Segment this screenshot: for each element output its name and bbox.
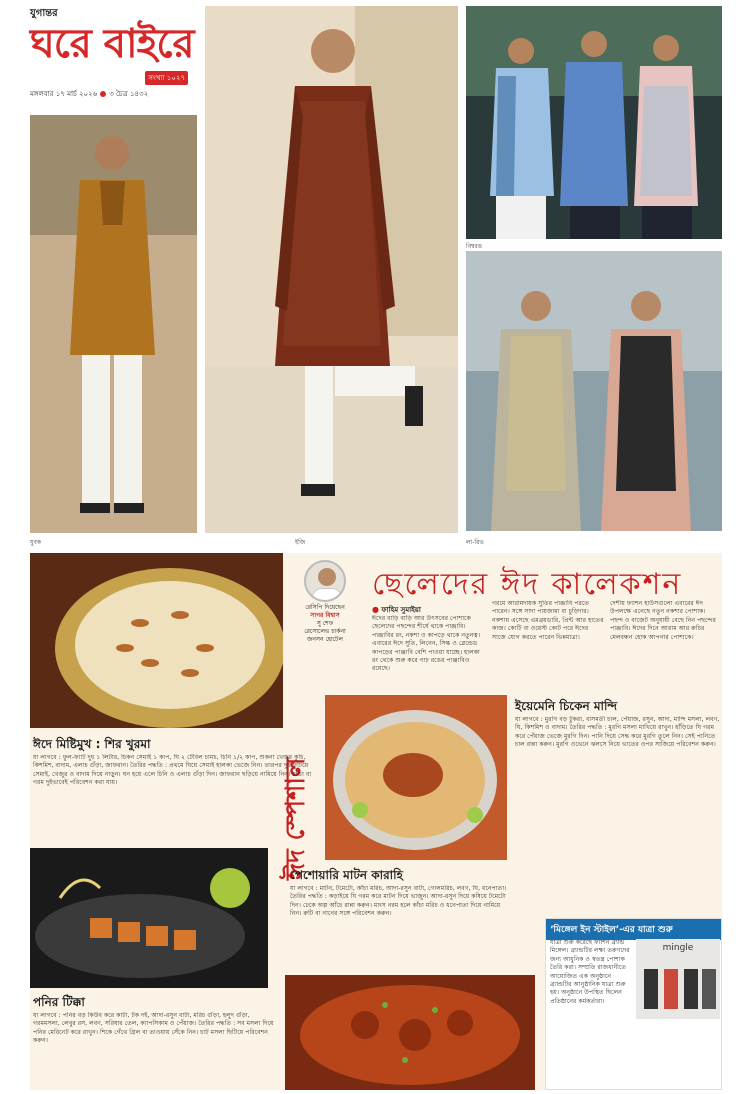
tikka-title: পনির টিক্কা <box>33 995 85 1009</box>
photo-mutton-karahi <box>285 975 535 1090</box>
news-photo <box>636 939 720 1019</box>
photo-mandi <box>325 695 507 860</box>
vertical-title: ঈদ স্পেশাল <box>281 757 311 880</box>
byline-name: ফাহিম সুমাইয়া <box>381 606 421 614</box>
caption-1: যুবক <box>30 539 41 546</box>
photo-two-men-vests <box>466 251 722 531</box>
news-box <box>545 918 722 1090</box>
photo-paneer-tikka <box>30 848 268 988</box>
mandi-text: যা লাগবে : মুরগি বড় টুকরা, বাসমতী চাল, পেঁয়াজ, রসুন, আদা, মান্দি মসলা, লবণ, ঘি, কিশমিশ ও বাদাম। তৈরির পদ্ধতি : মুরগি মসলা মাখিয়ে রাখুন। হাঁড়িতে ঘি গরম করে পেঁয়াজ ভেজে মুরগি দিন। পানি দিয়ে সেদ্ধ করে মুরগি তুলে নিন। সেই পানিতে চাল রান্না করুন। মুরগি ওভেনে ঝলসে নিয়ে ভাতের ওপর সাজিয়ে পরিবেশন করুন। <box>515 716 720 749</box>
fashion-col-3: দেশীয় ফ্যাশন হাউসগুলো এবারের ঈদ উপলক্ষে এনেছে নতুন নকশার পোশাক। পছন্দ ও বাজেট অনুযায়ী বেছে নিন পছন্দের পাঞ্জাবি। ঈদের দিনে আরাম আর রুচির মেলবন্ধন হোক আপনার পোশাকে। <box>610 600 716 641</box>
news-text: যাত্রা শুরু করেছে ফ্যাশন ব্র্যান্ড মিঙ্গেল। ব্র্যান্ডটির লক্ষ্য তরুণদের জন্য আধুনিক ও স্বতন্ত্র পোশাক তৈরি করা। সম্প্রতি রাজধানীতে আয়োজিত এক অনুষ্ঠানে ব্র্যান্ডটির আনুষ্ঠানিক যাত্রা শুরু হয়। অনুষ্ঠানে উপস্থিত ছিলেন প্রতিষ্ঠানের কর্মকর্তারা। <box>550 939 630 1005</box>
mandi-title: ইয়েমেনি চিকেন মান্দি <box>515 699 618 713</box>
fashion-title: ছেলেদের ঈদ কালেকশন <box>372 567 683 602</box>
news-title: ‘মিঙ্গেল ইন স্টাইল’-এর যাত্রা শুরু <box>546 919 721 940</box>
date-english: মঙ্গলবার ১৭ মার্চ ২০২৬ <box>30 90 98 98</box>
chef-name: সাগর বিশ্বাস <box>310 612 340 619</box>
issue-badge: সংখ্যা ১০২৭ <box>145 71 188 85</box>
fashion-byline: ● ফাহিম সুমাইয়া <box>372 605 421 614</box>
masthead <box>30 6 200 86</box>
photo-brown-panjabi <box>30 115 197 533</box>
caption-2: ইজি <box>295 539 306 546</box>
chef-avatar <box>304 560 346 602</box>
karahi-title: পেশোয়ারি মাটন কারাহি <box>290 868 403 882</box>
photo-maroon-panjabi <box>205 6 458 533</box>
shir-title: ঈদে মিষ্টিমুখ : শির খুরমা <box>33 737 151 751</box>
fashion-col-1: ঈদের বাড়ি বাড়ি আর উৎসবের পোশাকে ছেলেদের পছন্দের শীর্ষে থাকে পাঞ্জাবি। পাঞ্জাবির রং, নকশা ও কাপড়ে থাকে নতুনত্ব। এবারের ঈদে সুতি, লিনেন, সিল্ক ও ব্লেন্ডেড কাপড়ের পাঞ্জাবি বেশি পাওয়া যাচ্ছে। হালকা রং থেকে শুরু করে গাঢ় রঙের পাঞ্জাবিও রয়েছে। <box>372 615 481 673</box>
masthead-title: ঘরে বাইরে <box>30 20 194 67</box>
masthead-pre: যুগান্তর <box>30 8 58 19</box>
tikka-text: যা লাগবে : পনির বড় কিউব করে কাটা, টক দই, আদা-রসুন বাটা, মরিচ গুঁড়া, হলুদ গুঁড়া, গরমমসলা, লেবুর রস, লবণ, সরিষার তেল, ক্যাপসিকাম ও পেঁয়াজ। তৈরির পদ্ধতি : সব মসলা দিয়ে পনির মেরিনেট করে রাখুন। শিকে গেঁথে গ্রিল বা তাওয়ায় সেঁকে নিন। চাট মসলা ছিটিয়ে পরিবেশন করুন। <box>33 1012 274 1045</box>
chef-box <box>290 560 360 645</box>
date-bangla: ৩ চৈত্র ১৪৩২ <box>109 90 149 98</box>
date-separator-icon <box>100 91 106 97</box>
photo-three-men <box>466 6 722 239</box>
fashion-col-2: গরমে আরামদায়ক সুতির পাঞ্জাবি পরতে পারেন। সঙ্গে সাদা পায়জামা বা চুড়িদার। নকশায় এসেছে এমব্রয়ডারি, প্রিন্ট আর হাতের কাজ। কোটি বা ওয়েস্ট কোট পরে ঈদের সাজে যোগ করতে পারেন ভিন্নমাত্রা। <box>492 600 604 641</box>
chef-line3: রেসোলেভ চার্কনা <box>304 628 346 635</box>
caption-3: বিশ্বরঙ <box>466 243 483 250</box>
karahi-text: যা লাগবে : মাটন, টমেটো, কাঁচা মরিচ, আদা-রসুন বাটা, গোলমরিচ, লবণ, ঘি, ধনেপাতা। তৈরির পদ্ধতি : কড়াইয়ে ঘি গরম করে মাটন দিয়ে ভাজুন। আদা-রসুন দিয়ে কষিয়ে টমেটো দিন। ঢেকে অল্প আঁচে রান্না করুন। মাংস নরম হলে কাঁচা মরিচ ও ধনেপাতা দিয়ে নামিয়ে নিন। রুটি বা নানের সঙ্গে পরিবেশন করুন। <box>290 885 507 918</box>
chef-line2: সু শেফ <box>316 620 334 627</box>
photo-shir-khurma <box>30 553 283 728</box>
dateline <box>30 88 200 100</box>
chef-line4: জনসন হোটেল <box>307 636 343 643</box>
caption-4: লা-রিভ <box>466 539 484 546</box>
shir-text: যা লাগবে : ফুল-ফ্যাট দুধ ১ লিটার, চিকন সেমাই ১ কাপ, ঘি ২ টেবিল চামচ, চিনি ১/২ কাপ, শুকনা খেজুর কুচি, কিশমিশ, বাদাম, এলাচ গুঁড়া, জাফরান। তৈরির পদ্ধতি : প্রথমে ঘিয়ে সেমাই হালকা ভেজে নিন। তারপর দুধ ফুটিয়ে সেমাই, খেজুর ও বাদাম দিয়ে নাড়ুন। ঘন হয়ে এলে চিনি ও এলাচ গুঁড়া দিন। জাফরান ছড়িয়ে নামিয়ে নিন। ঠান্ডা বা গরম দুইভাবেই পরিবেশন করা যায়। <box>33 754 312 787</box>
chef-line1: রেসিপি দিয়েছেন <box>305 604 345 611</box>
mingle-logo: mingle <box>662 943 694 953</box>
